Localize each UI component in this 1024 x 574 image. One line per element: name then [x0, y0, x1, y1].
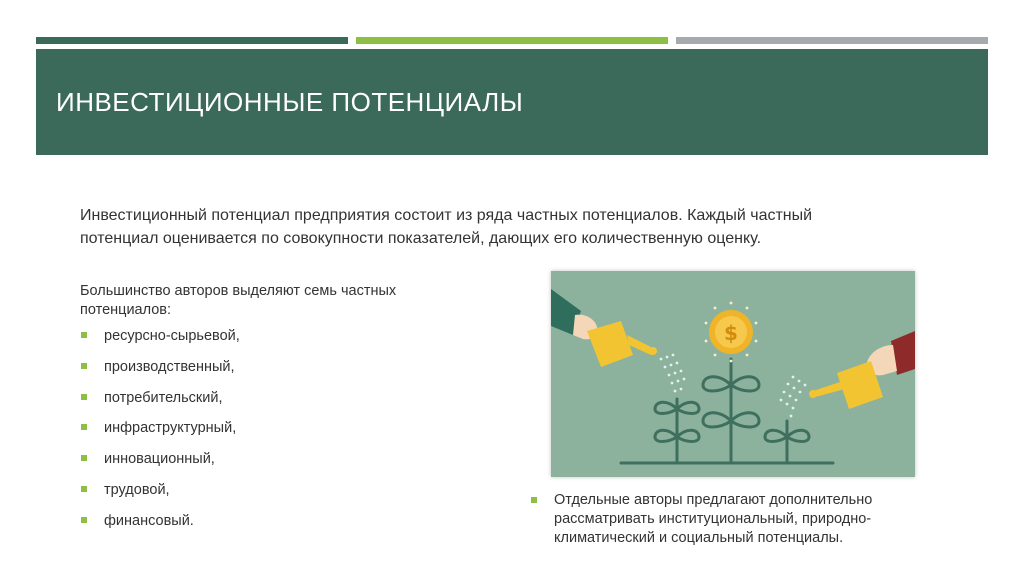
square-bullet-icon — [81, 517, 87, 523]
right-plant-icon — [765, 421, 809, 463]
illustration-svg — [551, 271, 915, 477]
slide-title: ИНВЕСТИЦИОННЫЕ ПОТЕНЦИАЛЫ — [56, 86, 524, 117]
square-bullet-icon — [531, 497, 537, 503]
list-item — [80, 388, 500, 419]
center-plant-icon — [703, 359, 759, 463]
list-item — [80, 511, 500, 542]
list-item — [80, 357, 500, 388]
right-hand-icon — [867, 331, 915, 375]
dollar-coin-icon — [705, 302, 758, 363]
square-bullet-icon — [81, 486, 87, 492]
lead-paragraph — [80, 282, 500, 320]
right-water-drops — [780, 376, 807, 418]
list-item-label: инновационный, — [104, 451, 215, 468]
list-item — [80, 418, 500, 449]
list-item — [80, 480, 500, 511]
list-item — [80, 326, 500, 357]
lead-line-2: потенциалов: — [80, 302, 172, 318]
intro-line-2: потенциал оценивается по совокупности показателей, дающих его количественную оценку. — [80, 230, 762, 247]
list-item-label: производственный, — [104, 358, 235, 375]
left-watering-can-icon — [587, 321, 657, 367]
side-note-line-1: Отдельные авторы предлагают дополнительно — [554, 492, 873, 508]
title-band — [36, 49, 988, 155]
intro-paragraph — [80, 204, 940, 250]
left-water-drops — [660, 354, 686, 393]
accent-bar-gray — [676, 37, 988, 44]
coin-symbol: $ — [724, 321, 738, 345]
right-watering-can-icon — [809, 361, 883, 409]
square-bullet-icon — [81, 332, 87, 338]
watering-money-plant-illustration — [551, 271, 915, 477]
side-note-line-3: климатический и социальный потенциалы. — [554, 530, 844, 546]
square-bullet-icon — [81, 363, 87, 369]
square-bullet-icon — [81, 394, 87, 400]
lead-line-1: Большинство авторов выделяют семь частных — [80, 283, 397, 299]
square-bullet-icon — [81, 424, 87, 430]
list-item-label: инфраструктурный, — [104, 420, 237, 437]
side-note — [530, 491, 974, 548]
square-bullet-icon — [81, 455, 87, 461]
list-item-label: трудовой, — [104, 481, 170, 498]
list-item-label: потребительский, — [104, 389, 223, 406]
list-item-label: ресурсно-сырьевой, — [104, 328, 240, 344]
list-item — [80, 449, 500, 480]
list-item-label: финансовый. — [104, 512, 194, 529]
accent-bar-dark-green — [36, 37, 348, 44]
side-note-line-2: рассматривать институциональный, природно- — [554, 511, 872, 527]
accent-bar-light-green — [356, 37, 668, 44]
left-plant-icon — [655, 399, 699, 463]
potentials-list — [80, 326, 500, 542]
intro-line-1: Инвестиционный потенциал предприятия состоит из ряда частных потенциалов. Каждый частный — [80, 207, 813, 224]
